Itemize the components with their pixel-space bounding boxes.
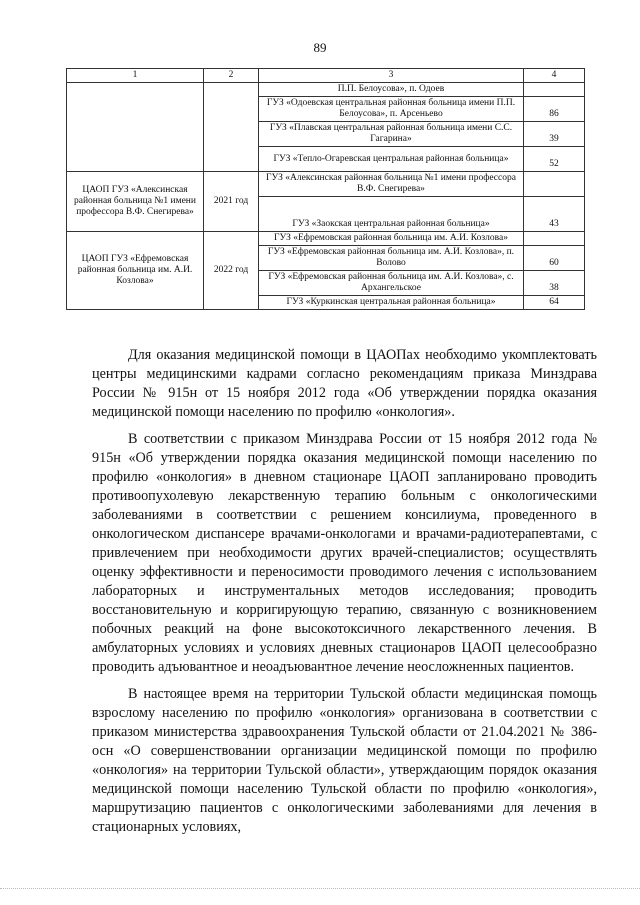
center-name-cell: ЦАОП ГУЗ «Ефремовская районная больница им. А.И. Козлова» — [67, 232, 204, 310]
hospital-name-cell: ГУЗ «Куркинская центральная районная больница» — [259, 296, 524, 310]
table-cell-empty — [67, 83, 204, 172]
paragraph: В соответствии с приказом Минздрава России от 15 ноября 2012 года № 915н «Об утверждении порядка оказания медицинской помощи населению по профилю «онкология» в дневном стационаре ЦАОП запланировано проводить противоопухолевую лекарственную терапию больным с онкологическими заболеваниями в соответствии с решением консилиума, проведенного в онкологическом диспансере врачами-онкологами и врачами-радиотерапевтами, с привлечением при необходимости других врачей-специалистов; осуществлять оценку эффективности и переносимости проводимого лечения с использованием лабораторных и инструментальных методов исследования; проводить восстановительную и корригирующую терапию, связанную с возникновением побочных реакций на фоне высокотоксичного лекарственного лечения. В амбулаторных условиях и условиях дневных стационаров ЦАОП целесообразно проводить адъювантное и неоадъювантное лечение неосложненных пациентов. — [92, 431, 597, 675]
beds-cell — [524, 83, 585, 97]
hospital-name-cell: П.П. Белоусова», п. Одоев — [259, 83, 524, 97]
year-cell: 2021 год — [204, 172, 259, 232]
hospital-name-cell: ГУЗ «Тепло-Огаревская центральная районная больница» — [259, 147, 524, 172]
beds-cell: 38 — [524, 271, 585, 296]
center-name-cell: ЦАОП ГУЗ «Алексинская районная больница №1 имени профессора В.Ф. Снегирева» — [67, 172, 204, 232]
paragraph: В настоящее время на территории Тульской области медицинская помощь взрослому населению по профилю «онкология» организована в соответствии с приказом министерства здравоохранения Тульской области от 21.04.2021 № 386-осн «О совершенствовании организации медицинской помощи по профилю «онкология» на территории Тульской области», утверждающим порядок оказания медицинской помощи населению Тульской области по профилю «онкология», маршрутизацию пациентов с онкологическими заболеваниями для лечения в стационарных условиях, — [92, 686, 597, 835]
hospital-table — [66, 68, 585, 310]
hospital-name-cell: ГУЗ «Одоевская центральная районная больница имени П.П. Белоусова», п. Арсеньево — [259, 97, 524, 122]
paragraph: Для оказания медицинской помощи в ЦАОПах необходимо укомплектовать центры медицинскими кадрами согласно рекомендациям приказа Минздрава России № 915н от 15 ноября 2012 года «Об утверждении порядка оказания медицинской помощи населению по профилю «онкология». — [92, 347, 597, 420]
hospital-name-cell: ГУЗ «Плавская центральная районная больница имени С.С. Гагарина» — [259, 122, 524, 147]
beds-cell: 43 — [524, 197, 585, 232]
table-header-cell: 2 — [204, 69, 259, 83]
beds-cell — [524, 232, 585, 246]
table-header-cell: 4 — [524, 69, 585, 83]
table-header-row — [67, 69, 585, 83]
table-row — [67, 232, 585, 246]
hospital-name-cell: ГУЗ «Алексинская районная больница №1 имени профессора В.Ф. Снегирева» — [259, 172, 524, 197]
beds-cell: 64 — [524, 296, 585, 310]
footer-divider — [0, 888, 640, 890]
page-number: 89 — [313, 40, 327, 55]
beds-cell — [524, 172, 585, 197]
hospital-name-cell: ГУЗ «Заокская центральная районная больница» — [259, 197, 524, 232]
beds-cell: 39 — [524, 122, 585, 147]
table-row — [67, 172, 585, 197]
body-text — [92, 346, 597, 837]
beds-cell: 86 — [524, 97, 585, 122]
hospital-name-cell: ГУЗ «Ефремовская районная больница им. А.И. Козлова», п. Волово — [259, 246, 524, 271]
beds-cell: 52 — [524, 147, 585, 172]
table-header-cell: 3 — [259, 69, 524, 83]
hospital-name-cell: ГУЗ «Ефремовская районная больница им. А.И. Козлова» — [259, 232, 524, 246]
beds-cell: 60 — [524, 246, 585, 271]
table-cell-empty — [204, 83, 259, 172]
table-row — [67, 83, 585, 97]
year-cell: 2022 год — [204, 232, 259, 310]
hospital-name-cell: ГУЗ «Ефремовская районная больница им. А.И. Козлова», с. Архангельское — [259, 271, 524, 296]
table-header-cell: 1 — [67, 69, 204, 83]
